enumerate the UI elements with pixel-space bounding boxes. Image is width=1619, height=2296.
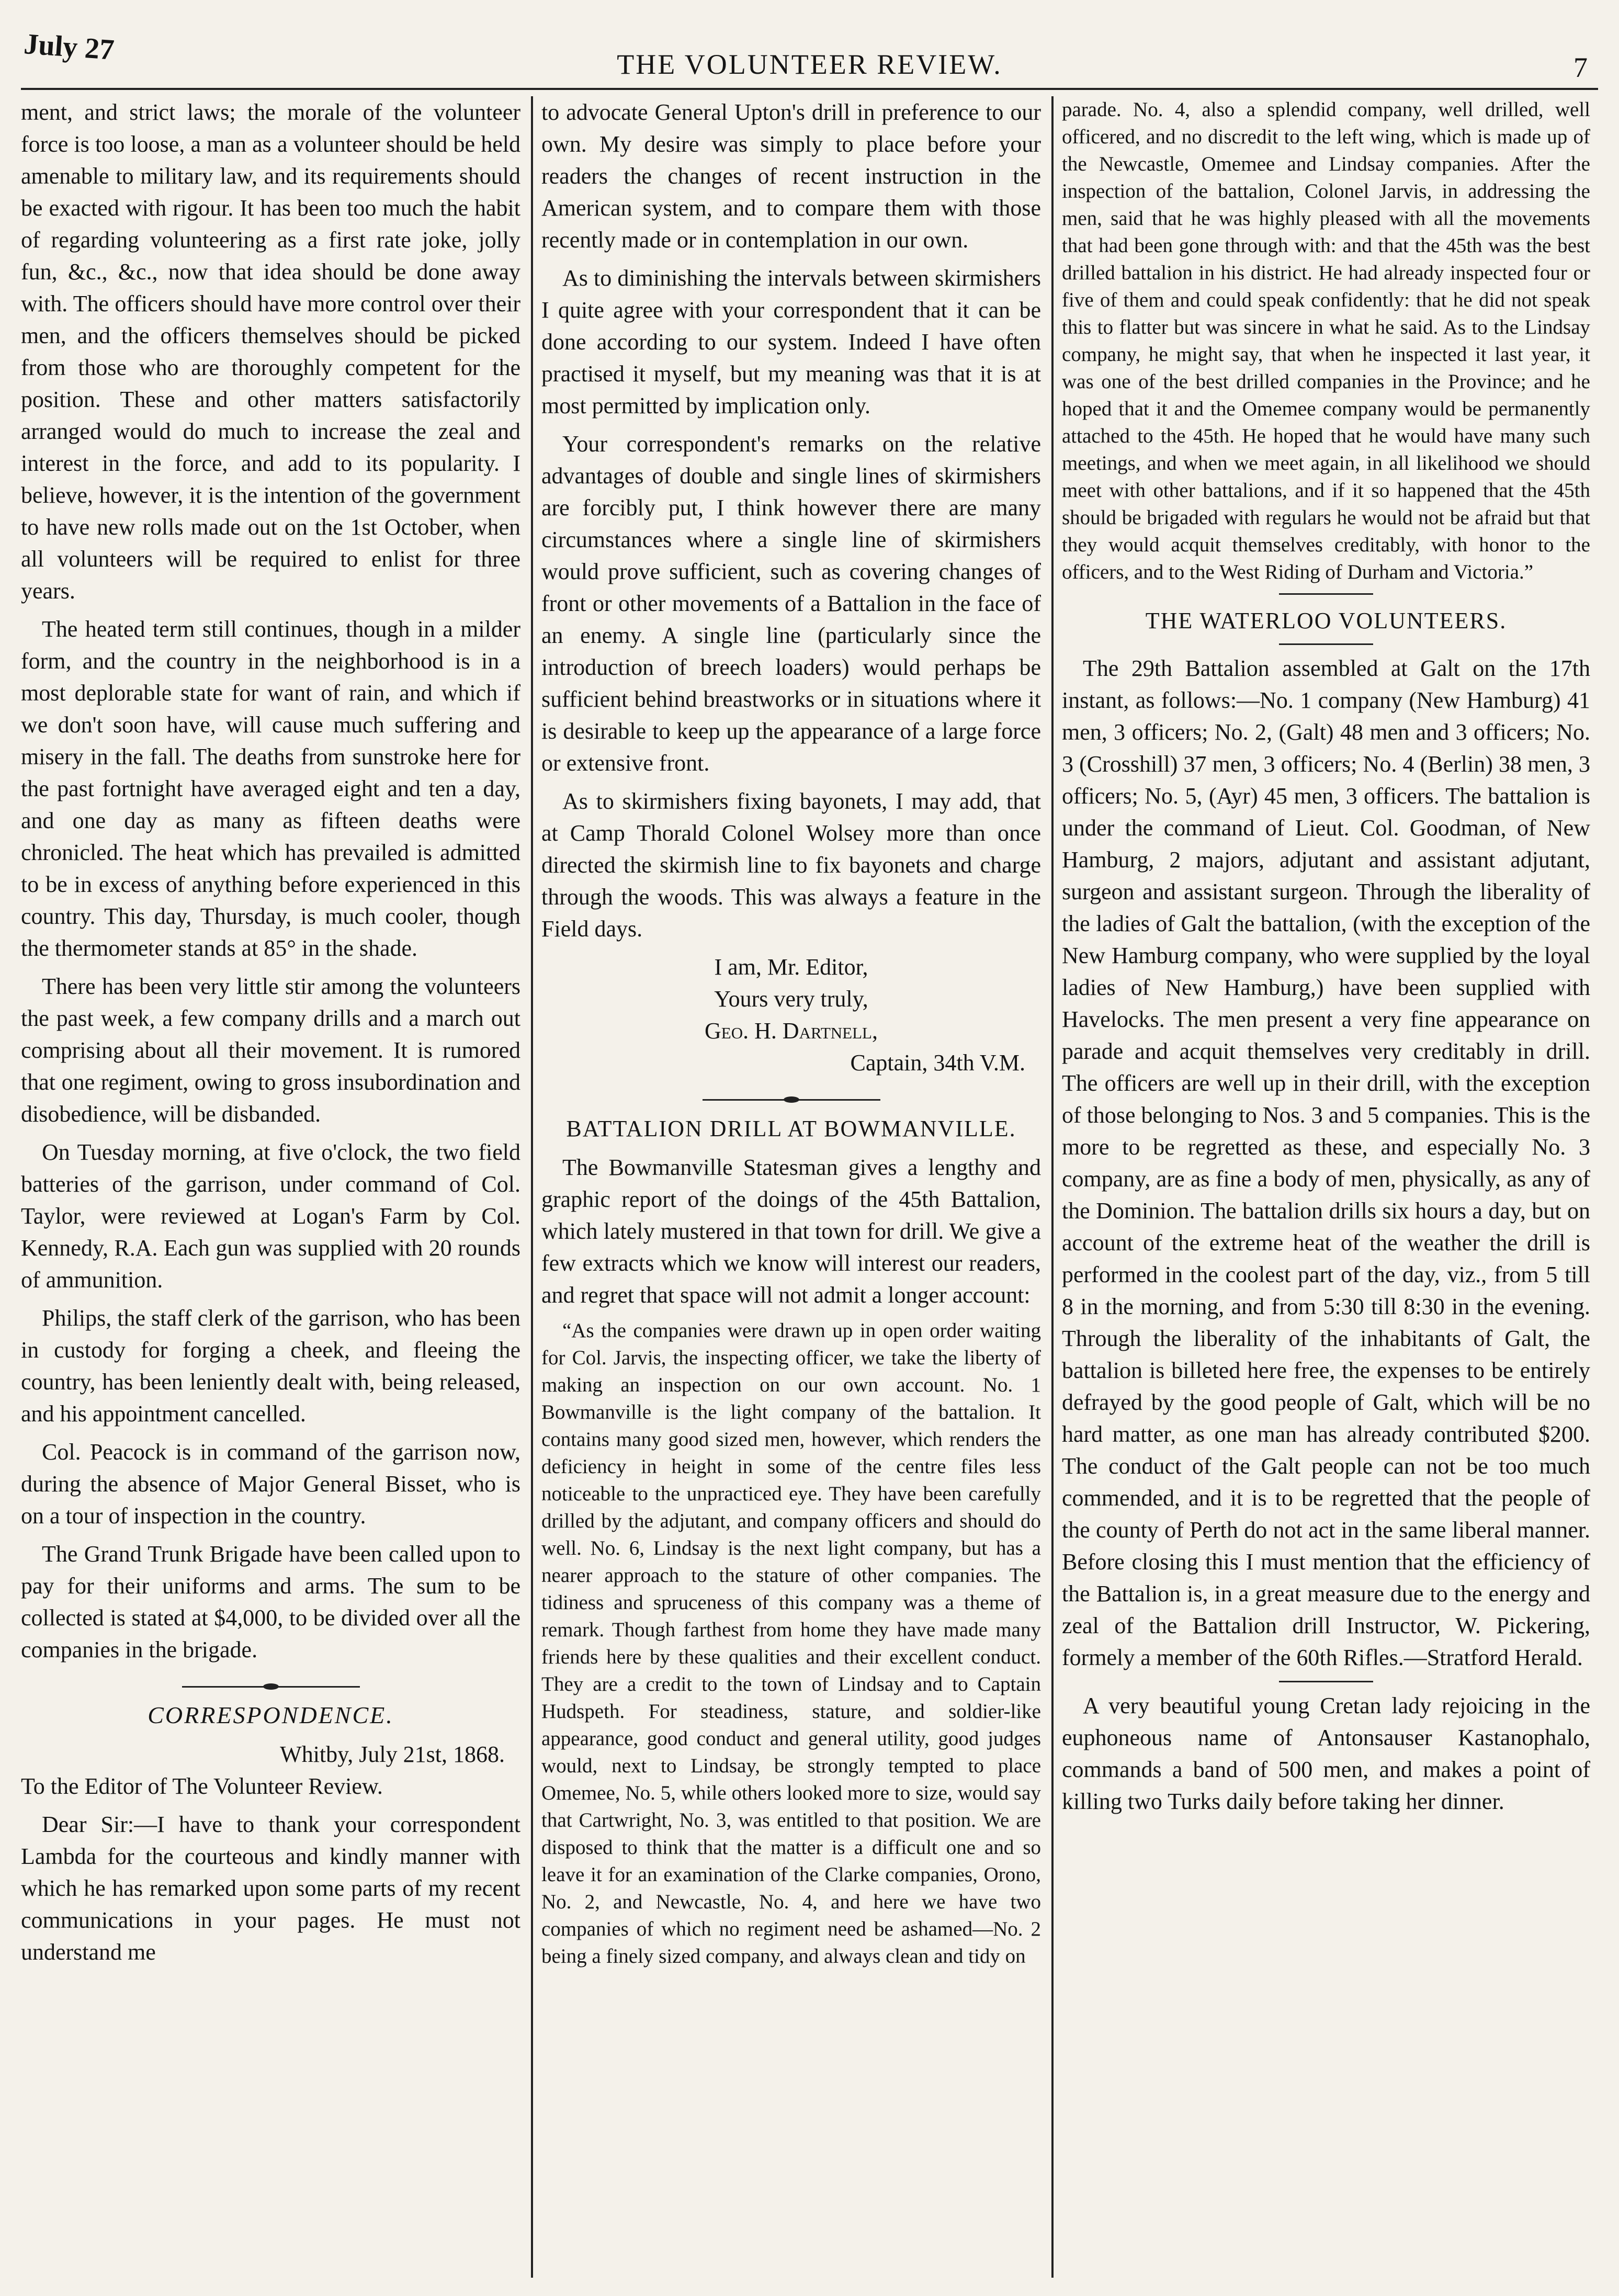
article-paragraph: “As the companies were drawn up in open order waiting for Col. Jarvis, the inspecting officer, we take the liberty of making an inspection on our own account. No. 1 Bowmanville is the light company of the battalion. It contains many good sized men, however, which renders the deficiency in height in some of the centre files less noticeable to the unpracticed eye. They have been carefully drilled by the adjutant, and company officers and should do well. No. 6, Lindsay is the next light company, but has a nearer approach to the stature of other companies. The tidiness and spruceness of this company was a theme of remark. Though farthest from home they have made many friends here by these qualities and their excellent conduct. They are a credit to the town of Lindsay and to Captain Hudspeth. For steadiness, stature, and soldier-like appearance, good conduct and general utility, good judges would, next to Lindsay, be strongly tempted to place Omemee, No. 5, while others looked more to size, would say that Cartwright, No. 3, was entitled to that position. We are disposed to think that the matter is a difficult one and so leave it for an examination of the Clarke companies, Orono, No. 2, and Newcastle, No. 4, and here we have two companies of which no regiment need be ashamed—No. 2 being a finely sized company, and always clean and tidy on: [541, 1319, 1041, 1967]
header-rule: [21, 88, 1598, 90]
section-rule: [1279, 1681, 1373, 1682]
article-paragraph: A very beautiful young Cretan lady rejoicing in the euphoneous name of Antonsauser Kastanophalo, commands a band of 500 men, and makes a point of killing two Turks daily before taking her dinner.: [1062, 1693, 1590, 1814]
article-paragraph: The Bowmanville Statesman gives a lengthy and graphic report of the doings of the 45th Battalion, which lately mustered in that town for drill. We give a few extracts which we know will interest our readers, and regret that space will not admit a longer account:: [541, 1155, 1041, 1308]
article-paragraph: Your correspondent's remarks on the relative advantages of double and single lines of skirmishers are forcibly put, I think however there are many circumstances where a single line of skirmishers would prove sufficient, such as covering changes of front or other movements of a Battalion in the face of an enemy. A single line (particularly since the introduction of breech loaders) would perhaps be sufficient behind breastworks or in situations where it is desirable to keep up the appearance of a large force or extensive front.: [541, 431, 1041, 776]
article-paragraph: Dear Sir:—I have to thank your correspondent Lambda for the courteous and kindly manner with which he has remarked upon some parts of my recent communications in your pages. He must not understand me: [21, 1812, 520, 1965]
letter-dateline: Whitby, July 21st, 1868.: [280, 1741, 505, 1767]
article-paragraph: There has been very little stir among the volunteers the past week, a few company drills and a march out comprising about all their movement. It is rumored that one regiment, owing to gross insubordination and disobedience, will be disbanded.: [21, 974, 520, 1127]
section-heading: BATTALION DRILL AT BOWMANVILLE.: [566, 1116, 1016, 1141]
letter-signature: I am, Mr. Editor,: [714, 954, 868, 980]
article-paragraph: The 29th Battalion assembled at Galt on the 17th instant, as follows:—No. 1 company (New Hamburg) 41 men, 3 officers; No. 2, (Galt) 48 men and 3 officers; No. 3 (Crosshill) 37 men, 3 officers; No. 4 (Berlin) 38 men, 3 officers; No. 5, (Ayr) 45 men, 3 officers. The battalion is under the command of Lieut. Col. Goodman, of New Hamburg, 2 majors, adjutant and assistant adjutant, surgeon and assistant surgeon. Through the liberality of the ladies of Galt the battalion, (with the exception of the New Hamburg company, who were supplied by the loyal ladies of New Hamburg,) have been supplied with Havelocks. The men present a very fine appearance on parade and acquit themselves very creditably in drill. The officers are well up in their drill, with the exception of those belonging to Nos. 3 and 5 companies. This is the more to be regretted as these, and especially No. 3 company, are as fine a body of men, physically, as any of the Dominion. The battalion drills six hours a day, but on account of the extreme heat of the weather the drill is performed in the coolest part of the day, viz., from 5 till 8 in the morning, and from 5:30 till 8:30 in the evening. Through the liberality of the inhabitants of Galt, the battalion is billeted here free, the expenses to be entirely defrayed by the good people of Galt, which will be no hard matter, as one man has already contributed $200. The conduct of the Galt people can not be too much commended, and it is to be regretted that the people of the county of Perth do not act in the same liberal manner. Before closing this I must mention that the efficiency of the Battalion is, in a great measure due to the energy and zeal of the Battalion drill Instructor, W. Pickering, formely a member of the 60th Rifles.—Stratford Herald.: [1062, 655, 1590, 1670]
article-paragraph: On Tuesday morning, at five o'clock, the two field batteries of the garrison, under command of Col. Taylor, were reviewed at Logan's Farm by Col. Kennedy, R.A. Each gun was supplied with 20 rounds of ammunition.: [21, 1139, 520, 1293]
section-ornament: [703, 1096, 880, 1103]
newspaper-title: THE VOLUNTEER REVIEW.: [617, 49, 1002, 80]
article-paragraph: to advocate General Upton's drill in preference to our own. My desire was simply to place before your readers the changes of recent instruction in the American system, and to compare them with those recently made or in contemplation in our own.: [541, 99, 1041, 253]
issue-date: July 27: [22, 27, 116, 66]
section-rule: [1279, 593, 1373, 595]
letter-signature: Yours very truly,: [714, 986, 868, 1012]
column-1: [21, 96, 520, 2272]
letter-salutation: To the Editor of The Volunteer Review.: [21, 1773, 383, 1799]
article-paragraph: Col. Peacock is in command of the garrison now, during the absence of Major General Bisset, who is on a tour of inspection in the country.: [21, 1439, 520, 1529]
article-paragraph: The Grand Trunk Brigade have been called upon to pay for their uniforms and arms. The sum to be collected is stated at $4,000, to be divided over all the companies in the brigade.: [21, 1541, 520, 1662]
article-paragraph: ment, and strict laws; the morale of the volunteer force is too loose, a man as a volunteer should be held amenable to military law, and its requirements should be exacted with rigour. It has been too much the habit of regarding volunteering as a first rate joke, jolly fun, &c., &c., now that idea should be done away with. The officers should have more control over their men, and the officers themselves should be picked from those who are thoroughly competent for the position. These and other matters satisfactorily arranged would do much to increase the zeal and interest in the force, and add to its popularity. I believe, however, it is the intention of the government to have new rolls made out on the 1st October, when all volunteers will be required to enlist for three years.: [21, 99, 520, 604]
column-divider: [531, 96, 533, 2278]
article-paragraph: Philips, the staff clerk of the garrison, who has been in custody for forging a cheek, and fleeing the country, has been leniently dealt with, being released, and his appointment cancelled.: [21, 1305, 520, 1427]
letter-signature: Geo. H. Dartnell,: [705, 1018, 878, 1044]
page-header: [0, 0, 1619, 83]
article-paragraph: The heated term still continues, though in a milder form, and the country in the neighborhood is in a most deplorable state for want of rain, and which if we don't soon have, will cause much suffering and misery in the fall. The deaths from sunstroke here for the past fortnight have averaged eight and ten a day, and one day as many as fifteen deaths were chronicled. The heat which has prevailed is admitted to be in excess of anything before experienced in this country. This day, Thursday, is much cooler, though the thermometer stands at 85° in the shade.: [21, 616, 520, 961]
column-divider: [1051, 96, 1054, 2278]
section-rule: [1279, 643, 1373, 645]
section-ornament: [182, 1683, 360, 1690]
article-paragraph: As to diminishing the intervals between skirmishers I quite agree with your correspondent that it can be done according to our system. Indeed I have often practised it myself, but my meaning was that it is at most permitted by implication only.: [541, 265, 1041, 419]
article-paragraph: As to skirmishers fixing bayonets, I may add, that at Camp Thorald Colonel Wolsey more than once directed the skirmish line to fix bayonets and charge through the woods. This was always a feature in the Field days.: [541, 788, 1041, 942]
article-paragraph: parade. No. 4, also a splendid company, well drilled, well officered, and no discredit to the left wing, which is made up of the Newcastle, Omemee and Lindsay companies. After the inspection of the battalion, Colonel Jarvis, in addressing the men, said that he was highly pleased with all the movements that had been gone through with: and that the 45th was the best drilled battalion in his district. He had already inspected four or five of them and could speak confidently: that he did not speak this to flatter but was sincere in what he said. As to the Lindsay company, he might say, that when he inspected it last year, it was one of the best drilled companies in the Province; and he hoped that it and the Omemee company would be permanently attached to the 45th. He hoped that he would have many such meetings, and when we meet again, in all likelihood we should meet with other battalions, and if it so happened that the 45th should be brigaded with regulars he would not be afraid but that they would acquit themselves creditably, with honor to the officers, and to the West Riding of Durham and Victoria.”: [1062, 98, 1590, 583]
section-heading: CORRESPONDENCE.: [148, 1702, 394, 1728]
column-3: [1062, 96, 1590, 2272]
letter-signature: Captain, 34th V.M.: [850, 1050, 1025, 1076]
column-2: [541, 96, 1041, 2272]
section-heading: THE WATERLOO VOLUNTEERS.: [1145, 608, 1507, 634]
page-number: 7: [1573, 52, 1588, 83]
